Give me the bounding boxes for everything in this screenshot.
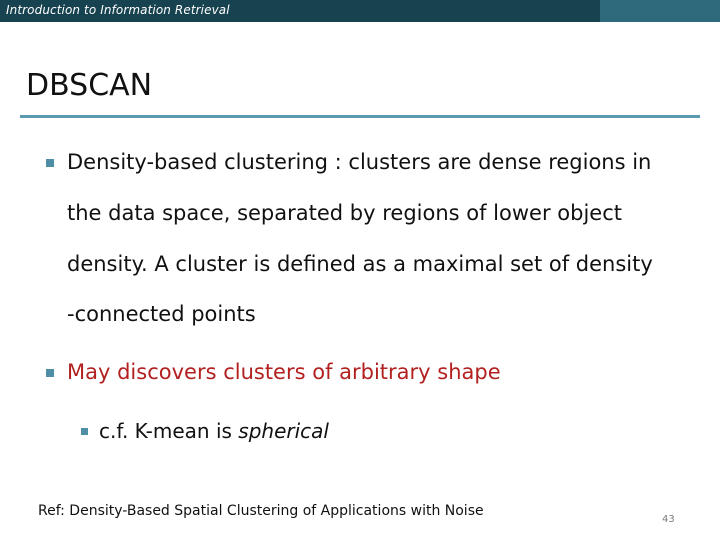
sub-bullet-text [99,419,329,443]
bullet-square-icon [46,369,54,377]
sub-bullet-square-icon [81,428,88,435]
bullet-1-line-2: the data space, separated by regions of lower object [67,201,622,225]
reference-note: Ref: Density-Based Spatial Clustering of Applications with Noise [38,503,484,519]
sub-bullet-emphasis: spherical [238,419,329,443]
bullet-2-line-1: May discovers clusters of arbitrary shape [67,360,501,384]
page-number: 43 [662,514,675,525]
bullet-1-line-1: Density-based clustering : clusters are dense regions in [67,150,652,174]
sub-bullet-prefix: c.f. K-mean is [99,419,239,443]
bullet-1-line-4: -connected points [67,302,256,326]
bullet-1-line-3: density. A cluster is defined as a maximal set of density [67,252,653,276]
slide-title: DBSCAN [26,68,153,103]
bullet-square-icon [46,159,54,167]
course-title: Introduction to Information Retrieval [6,3,230,17]
header-accent-block [600,0,720,22]
title-divider [20,115,700,118]
